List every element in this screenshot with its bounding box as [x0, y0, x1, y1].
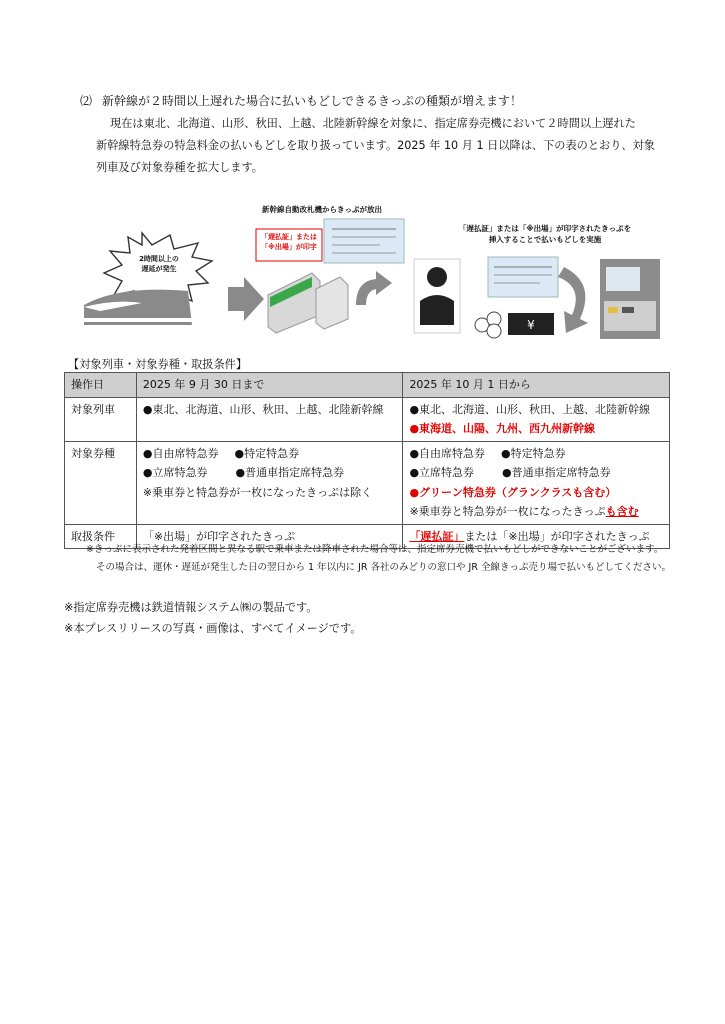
ticket-green-added: ●グリーン特急券（グランクラスも含む）: [409, 485, 617, 499]
section-number: ⑵: [80, 94, 93, 108]
machine-caption-line-1: 「遅払証」または「※出場」が印字されたきっぷを: [458, 224, 632, 233]
trains-before: ●東北、北海道、山形、秋田、上越、北陸新幹線: [136, 397, 403, 441]
yen-symbol: ¥: [527, 318, 535, 332]
refund-process-diagram: [80, 215, 680, 340]
ticket-icon-2: [488, 257, 558, 297]
gate-caption: 新幹線自動改札機からきっぷが放出: [262, 205, 382, 214]
ticket-print-label: [256, 232, 322, 252]
intro-line-1: 現在は東北、北海道、山形、秋田、上越、北陸新幹線を対象に、指定席券売機において２時間以上遅れた: [110, 117, 636, 130]
footer-notes: [64, 597, 361, 639]
refund-conditions-table: [64, 372, 670, 549]
ticket-standing: ●立席特急券: [142, 466, 208, 479]
ticket-standing-after: ●立席特急券: [409, 466, 475, 479]
header-from-oct-1: 2025 年 10 月 1 日から: [403, 373, 670, 398]
tickets-before-note: ※乗車券と特急券が一枚になったきっぷは除く: [142, 485, 373, 499]
machine-caption-line-2: 挿入することで払いもどしを実施: [488, 235, 602, 244]
header-until-sep-30: 2025 年 9 月 30 日まで: [136, 373, 403, 398]
table-row-tickets: [65, 441, 670, 524]
table-header-row: [65, 373, 670, 398]
table-title: 【対象列車・対象券種・取扱条件】: [68, 358, 248, 371]
note-line-2: その場合は、運休・遅延が発生した日の翌日から 1 年以内に JR 各社のみどりの窓口や JR 全線きっぷ売り場で払いもどしてください。: [96, 562, 671, 573]
burst-line-2: 遅延が発生: [141, 265, 177, 273]
yen-banknote-icon: [508, 313, 554, 335]
trains-after-added: ●東海道、山陽、九州、西九州新幹線: [409, 422, 596, 435]
conditions-before: 「※出場」が印字されたきっぷ: [136, 524, 403, 549]
ticket-gate-icon: [268, 273, 348, 333]
person-icon: [414, 259, 460, 333]
conditions-after-rest: または「※出場」が印字されたきっぷ: [464, 529, 650, 543]
tickets-after-note-prefix: ※乗車券と特急券が一枚になったきっぷ: [409, 505, 606, 518]
ticket-machine-icon: [600, 259, 660, 339]
intro-line-2: 新幹線特急券の特急料金の払いもどしを取り扱っています。2025 年 10 月 1 日以降は、下の表のとおり、対象: [96, 139, 655, 152]
conditions-after-emphasis: 「遅払証」: [409, 529, 465, 543]
coins-icon: [475, 312, 501, 338]
delay-burst-text: [128, 254, 190, 274]
trains-after-existing: ●東北、北海道、山形、秋田、上越、北陸新幹線: [409, 402, 651, 416]
intro-line-3: 列車及び対象券種を拡大します。: [96, 161, 263, 174]
shinkansen-icon: [84, 290, 192, 325]
intro-paragraph: [96, 113, 661, 179]
table-row-trains: [65, 397, 670, 441]
ticket-unreserved-after: ●自由席特急券: [409, 446, 486, 460]
ticket-label-line-2: 「※出場」が印字: [261, 243, 317, 251]
tickets-after: [403, 441, 670, 524]
row-label-tickets: 対象券種: [65, 441, 137, 524]
ticket-reserved: ●普通車指定席特急券: [235, 466, 345, 479]
tickets-after-note: [409, 502, 663, 522]
arrow-up-right-icon: [346, 271, 392, 305]
note-line-1: ※きっぷに表示された発着区間と異なる駅で乗車または降車された場合等は、指定席券売機で払いもどしができないことがございます。: [86, 544, 664, 555]
section-heading-text: 新幹線が２時間以上遅れた場合に払いもどしできるきっぷの種類が増えます！: [102, 94, 523, 108]
ticket-label-line-1: 「遅払証」または: [261, 233, 317, 241]
ticket-special: ●特定特急券: [234, 446, 300, 460]
section-heading: [80, 92, 522, 109]
burst-line-1: 2時間以上の: [139, 255, 179, 263]
trains-after: [403, 397, 670, 441]
ticket-unreserved: ●自由席特急券: [142, 446, 219, 460]
table-notes: [86, 541, 671, 577]
footer-line-1: ※指定席券売機は鉄道情報システム㈱の製品です。: [64, 601, 318, 614]
header-operation-date: 操作日: [65, 373, 137, 398]
tickets-after-note-emphasis: も含む: [605, 505, 639, 518]
footer-line-2: ※本プレスリリースの写真・画像は、すべてイメージです。: [64, 622, 362, 635]
ticket-icon: [324, 219, 404, 263]
ticket-reserved-after: ●普通車指定席特急券: [502, 466, 611, 479]
row-label-trains: 対象列車: [65, 397, 137, 441]
ticket-special-after: ●特定特急券: [501, 446, 566, 460]
arrow-right-icon: [228, 277, 264, 321]
tickets-before: [136, 441, 403, 524]
curved-arrow-icon: [558, 267, 588, 333]
row-label-conditions: 取扱条件: [65, 524, 137, 549]
